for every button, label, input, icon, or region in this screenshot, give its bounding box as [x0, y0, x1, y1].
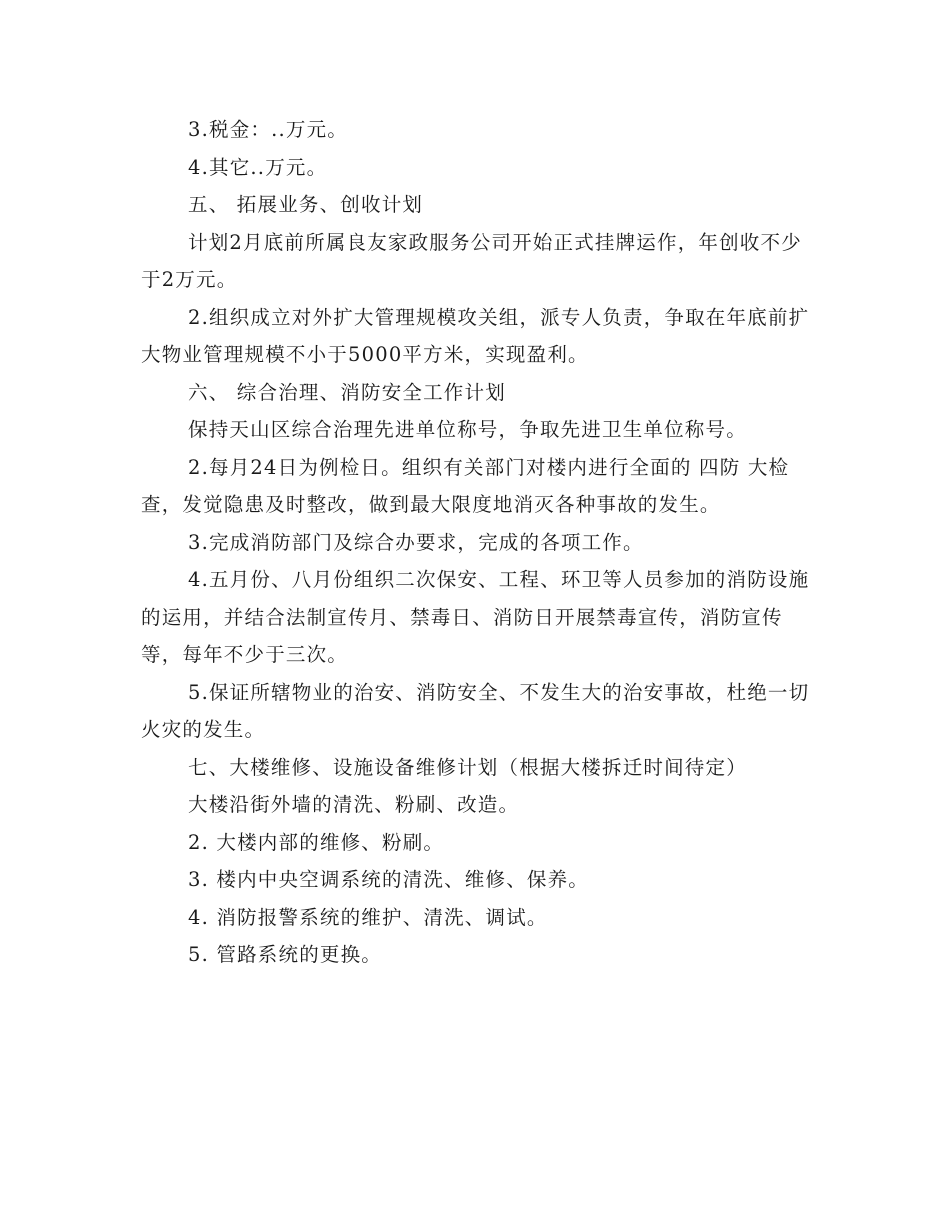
- maintenance-item-1: 大楼沿街外墙的清洗、粉刷、改造。: [188, 793, 520, 816]
- maintenance-item-4: 4. 消防报警系统的维护、清洗、调试。: [188, 905, 548, 929]
- maintenance-item-3: 3. 楼内中央空调系统的清洗、维修、保养。: [188, 868, 590, 891]
- safety-item-3: 3.完成消防部门及综合办要求，完成的各项工作。: [188, 530, 644, 554]
- section-heading-expansion: 五、 拓展业务、创收计划: [188, 193, 424, 216]
- safety-item-5: 5.保证所辖物业的治安、消防安全、不发生大的治安事故，杜绝一切火灾的发生。: [141, 680, 810, 741]
- maintenance-item-5: 5. 管路系统的更换。: [188, 943, 383, 966]
- maintenance-item-2: 2. 大楼内部的维修、粉刷。: [188, 830, 445, 854]
- section-heading-maintenance: 七、大楼维修、设施设备维修计划（根据大楼拆迁时间待定）: [188, 755, 747, 779]
- safety-item-4: 4.五月份、八月份组织二次保安、工程、环卫等人员参加的消防设施的运用，并结合法制宣传月、禁毒日、消防日开展禁毒宣传，消防宣传等，每年不少于三次。: [141, 568, 810, 666]
- other-item: 4.其它..万元。: [188, 155, 328, 179]
- tax-item: 3.税金：..万元。: [188, 118, 349, 141]
- safety-item-2: 2.每月24日为例检日。组织有关部门对楼内进行全面的 四防 大检查，发觉隐患及时整改，做到最大限度地消灭各种事故的发生。: [141, 455, 790, 516]
- section-heading-safety: 六、 综合治理、消防安全工作计划: [188, 380, 506, 404]
- expansion-item-2: 2.组织成立对外扩大管理规模攻关组，派专人负责，争取在年底前扩大物业管理规模不小于5000平方米，实现盈利。: [141, 305, 810, 366]
- document-body: [141, 111, 811, 974]
- safety-item-1: 保持天山区综合治理先进单位称号，争取先进卫生单位称号。: [188, 418, 747, 441]
- expansion-item-1: 计划2月底前所属良友家政服务公司开始正式挂牌运作，年创收不少于2万元。: [141, 230, 802, 291]
